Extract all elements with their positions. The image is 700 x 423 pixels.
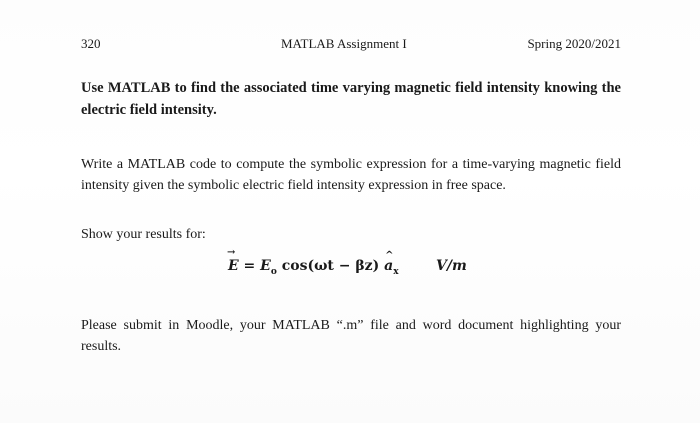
electric-field-equation	[228, 258, 528, 282]
vector-e-symbol: → E	[228, 258, 239, 274]
page-number: 320	[81, 36, 101, 51]
show-results-paragraph: Show your results for:	[81, 227, 206, 242]
equation-units: V/m	[436, 258, 467, 274]
equals-sign: =	[238, 258, 261, 274]
submission-paragraph: Please submit in Moodle, your MATLAB “.m” file and word document highlighting your results.	[81, 318, 621, 354]
amplitude-subscript: o	[270, 266, 277, 277]
instructions-paragraph: Write a MATLAB code to compute the symbolic expression for a time-varying magnetic field intensity given the symbolic electric field intensity expression in free space.	[81, 157, 621, 193]
course-title: MATLAB Assignment I	[281, 36, 407, 51]
equation-expression	[228, 258, 399, 277]
term-label: Spring 2020/2021	[527, 36, 621, 51]
page-header	[81, 36, 621, 54]
unit-vector-symbol: ^ a	[384, 258, 393, 274]
unit-vector-subscript: x	[393, 266, 399, 277]
amplitude-symbol: E	[260, 258, 271, 274]
cosine-term: cos(ωt − βz)	[276, 258, 385, 274]
task-heading: Use MATLAB to find the associated time varying magnetic field intensity knowing the electric field intensity.	[81, 80, 621, 118]
